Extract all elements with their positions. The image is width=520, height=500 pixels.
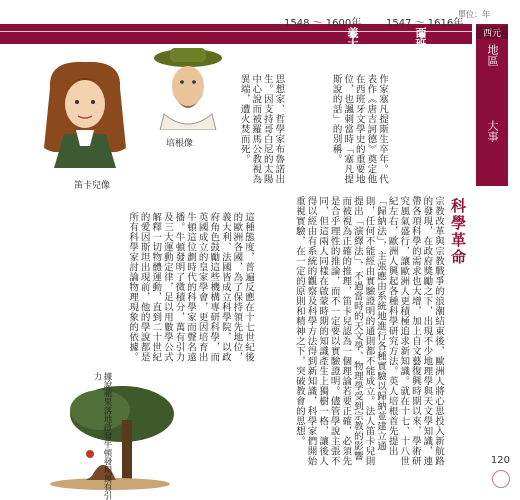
event-description-spain: 作家塞凡提斯生卒年。代表作《唐吉訶德》奠定他在西班牙文學史的重要地位，也諷刺當時「塞凡提斯說的話」的別稱。	[330, 74, 388, 184]
side-tab-region: 地區	[486, 44, 499, 66]
newton-caption: 據說蘋果落地啟發牛頓發現萬有引力	[92, 372, 112, 500]
page-number: 120	[490, 455, 510, 466]
descartes-portrait	[40, 58, 130, 168]
year-range-italy: 1548 ～ 1600年	[284, 18, 362, 29]
side-tab-head: 西元	[476, 26, 508, 39]
timeline-line	[0, 31, 472, 32]
region-italy: 義大利	[346, 27, 359, 60]
section-title: 科學革命	[449, 198, 467, 266]
descartes-caption: 笛卡兒像	[74, 181, 111, 191]
bacon-portrait	[150, 44, 226, 130]
event-description-italy: 思想家、哲學家布魯諾出生。因支持哥白尼的太陽中心說而被羅馬公教視為異端，遭火焚而死。	[238, 74, 285, 184]
compass-icon	[492, 470, 510, 488]
unit-label: 單位：年	[458, 10, 490, 19]
side-tab-event: 大事	[486, 120, 499, 142]
year-range-spain: 1547 ～ 1616年	[386, 18, 464, 29]
body-text-2: 這種態度，普遍反應在十七世紀後的歐洲各國，為了保持領先地位，義大利、法國皆成立科學院，以政府角色鼓勵這些機構專研科學，而英國成立的皇家學會，更因培育出牛頓這位劃時代的科學家而聲名遠播。牛頓發明了微積分，萬有引力及三大運動定律，足以用數學公式解釋一切物體運動，直到二十世紀的愛因斯坦出現前，他的學說都是所有科學家討論物理現象的依據。	[127, 212, 254, 362]
region-spain: 西班牙	[414, 27, 427, 60]
bacon-caption: 培根像	[166, 139, 194, 149]
side-tab	[476, 24, 508, 186]
body-text-1: 宗教改革與宗教戰爭的浪潮結束後，歐洲人將心思投入新航路的發現，在政府獎勵之下，出現不少地理學與天文學知識，連帶各項科學的需求也大增，加上自文藝復興時期以來，學術研究風氣盛行，讓歐洲人更積極追求新知識。就在十七、十八世紀左右，歐洲人興起各種科學研究方法。英人培根首先提出「歸納法」，主張應由系統地進行各種實驗以歸納並建立通則，任何不能經由實驗證明的通則都不能成立。法人笛卡兒則提出「演繹法」，不過當時的天文學、物理學受到宗教的影響而被視為正確的推理，笛卡兒認為一個理論若要正確，必須先是合乎理性的推論，而不一定要以實驗證明。儘管學說主張不同，但這兩人同樣在啟蒙時期的知識產生上獨樹一格，讓後人得以經由有系統的觀察及科學方法得到新知識，科學家們開始重視實驗，在一定的原則和精神之下，突破教會的思想。	[293, 196, 444, 466]
